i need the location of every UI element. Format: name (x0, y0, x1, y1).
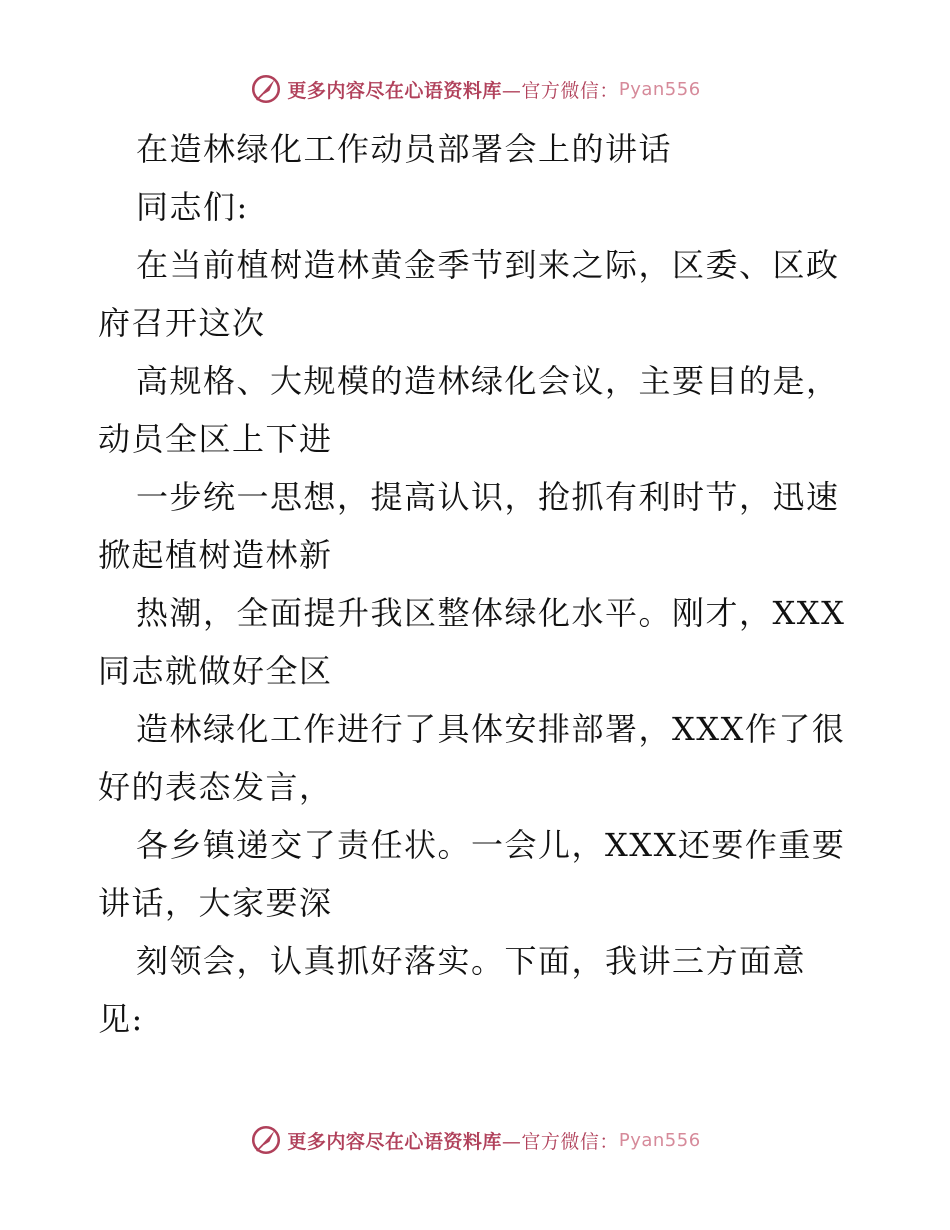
banner-main-text: 更多内容尽在心语资料库 (287, 79, 502, 102)
text-line: 同志们: (136, 188, 249, 226)
banner-separator-text: —官方微信： (501, 1130, 619, 1153)
text-line: 见: (98, 1000, 144, 1038)
text-line: 讲话，大家要深 (98, 884, 333, 922)
banner-main-text: 更多内容尽在心语资料库 (287, 1130, 502, 1153)
document-title: 在造林绿化工作动员部署会上的讲话 (136, 130, 673, 168)
text-line: 各乡镇递交了责任状。一会儿，XXX还要作重要 (136, 826, 846, 864)
text-line: 掀起植树造林新 (98, 536, 333, 574)
text-line: 府召开这次 (98, 304, 266, 342)
header-banner (0, 72, 950, 106)
text-line: 动员全区上下进 (98, 420, 333, 458)
text-line: 同志就做好全区 (98, 652, 333, 690)
text-line: 一步统一思想，提高认识，抢抓有利时节，迅速 (136, 478, 840, 516)
text-line: 高规格、大规模的造林绿化会议，主要目的是， (136, 362, 840, 400)
banner-separator-text: —官方微信： (501, 79, 619, 102)
quill-logo-icon (249, 72, 283, 106)
document-body (98, 120, 858, 1048)
text-line: 热潮，全面提升我区整体绿化水平。刚才，XXX (136, 594, 846, 632)
text-line: 造林绿化工作进行了具体安排部署，XXX作了很 (136, 710, 846, 748)
footer-banner (0, 1123, 950, 1157)
banner-wechat-id: Pyan556 (618, 78, 701, 100)
text-line: 在当前植树造林黄金季节到来之际，区委、区政 (136, 246, 840, 284)
text-line: 好的表态发言， (98, 768, 333, 806)
text-line: 刻领会，认真抓好落实。下面，我讲三方面意 (136, 942, 807, 980)
quill-logo-icon (249, 1123, 283, 1157)
banner-wechat-id: Pyan556 (618, 1129, 701, 1151)
